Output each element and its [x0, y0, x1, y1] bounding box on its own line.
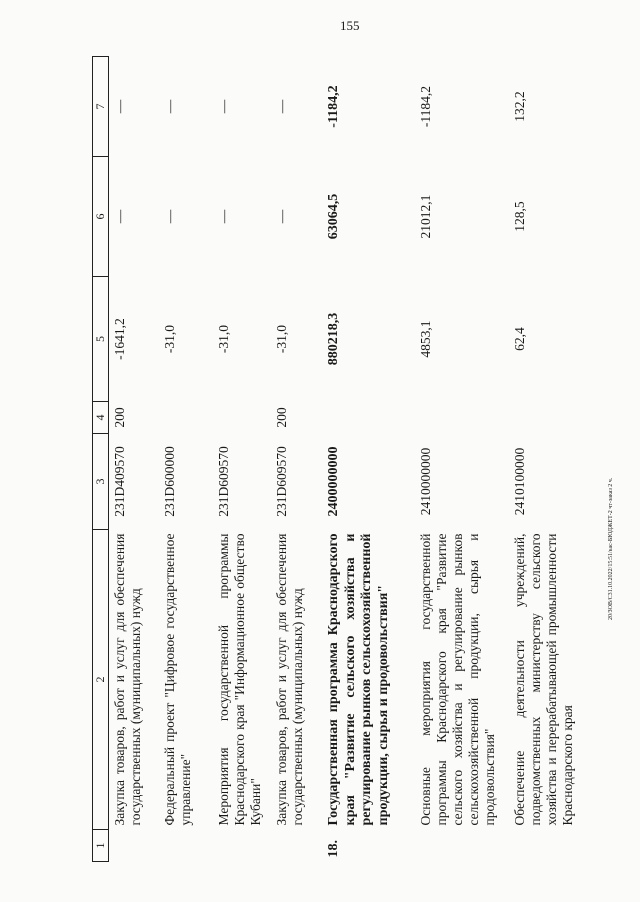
row-value-6: — [274, 209, 289, 224]
row-code: 2410000000 [418, 447, 433, 516]
row-code: 2410100000 [512, 447, 527, 516]
row-number [159, 830, 213, 862]
row-number [213, 830, 271, 862]
row-number [109, 830, 160, 862]
page-number: 155 [340, 18, 360, 33]
table-row [415, 57, 509, 862]
row-value-6: 21012,1 [418, 194, 433, 239]
row-value-7: — [162, 99, 177, 114]
col-header-2: 2 [93, 530, 109, 830]
row-value-5: -31,0 [216, 324, 231, 354]
row-code: 2400000000 [326, 446, 341, 517]
row-description: Обеспечение деятельности учреждений, подведомственных министерству сельского хозяйства и перерабатывающей промышленности Краснодарского края [512, 533, 575, 826]
row-type [415, 402, 509, 434]
row-description: Государственная программа Краснодарского края "Развитие сельского хозяйства и регулирование рынков сельскохозяйственной продукции, сырья и продовольствия" [326, 533, 391, 826]
table-row [159, 57, 213, 862]
budget-table-rotated [92, 57, 612, 862]
row-type [323, 402, 415, 434]
row-number: 18. [326, 840, 341, 858]
row-type [509, 402, 593, 434]
row-code: 231D600000 [162, 446, 177, 517]
row-number [271, 830, 323, 862]
col-header-3: 3 [93, 434, 109, 530]
row-value-7: — [112, 99, 127, 114]
footer-note: 20/ЗОВ/С31.10.2022/15:51/кас-БЮДЖЕТ-2 чт-заказ 2 ч. [608, 477, 614, 620]
row-number [509, 830, 593, 862]
table-row [271, 57, 323, 862]
row-value-7: -1184,2 [326, 85, 341, 128]
row-code: 231D609570 [216, 446, 231, 517]
row-value-5: -31,0 [274, 324, 289, 354]
row-type [159, 402, 213, 434]
row-description: Закупка товаров, работ и услуг для обеспечения государственных (муниципальных) нужд [274, 533, 305, 826]
header-row [93, 57, 109, 862]
row-value-6: — [112, 209, 127, 224]
table-row [509, 57, 593, 862]
col-header-6: 6 [93, 157, 109, 277]
row-description: Мероприятия государственной программы Краснодарского края "Информационное общество Кубани" [216, 533, 263, 826]
row-value-5: 4853,1 [418, 320, 433, 358]
row-value-6: 63064,5 [326, 193, 341, 240]
row-description: Основные мероприятия государственной программы Краснодарского края "Развитие сельского хозяйства и регулирование рынков сельскохозяйственной продукции, сырья и продовольствия" [418, 533, 497, 826]
row-value-5: 880218,3 [326, 312, 341, 366]
col-header-4: 4 [93, 402, 109, 434]
row-value-7: — [216, 99, 231, 114]
row-value-5: 62,4 [512, 327, 527, 351]
row-value-6: — [216, 209, 231, 224]
row-type: 200 [112, 407, 127, 428]
table-row [323, 57, 415, 862]
row-code: 231D609570 [274, 446, 289, 517]
row-value-7: 132,2 [512, 91, 527, 122]
row-type: 200 [274, 407, 289, 428]
table-row [213, 57, 271, 862]
budget-table [92, 56, 593, 862]
col-header-7: 7 [93, 57, 109, 157]
table-row [109, 57, 160, 862]
row-value-7: -1184,2 [418, 85, 433, 128]
row-value-7: — [274, 99, 289, 114]
row-value-5: -1641,2 [112, 318, 127, 360]
row-value-6: 128,5 [512, 201, 527, 232]
row-description: Закупка товаров, работ и услуг для обеспечения государственных (муниципальных) нужд [112, 533, 143, 826]
col-header-5: 5 [93, 277, 109, 402]
col-header-1: 1 [93, 830, 109, 862]
row-type [213, 402, 271, 434]
row-code: 231D409570 [112, 446, 127, 517]
row-number [415, 830, 509, 862]
row-value-6: — [162, 209, 177, 224]
row-description: Федеральный проект "Цифровое государственное управление" [162, 533, 193, 826]
row-value-5: -31,0 [162, 324, 177, 354]
